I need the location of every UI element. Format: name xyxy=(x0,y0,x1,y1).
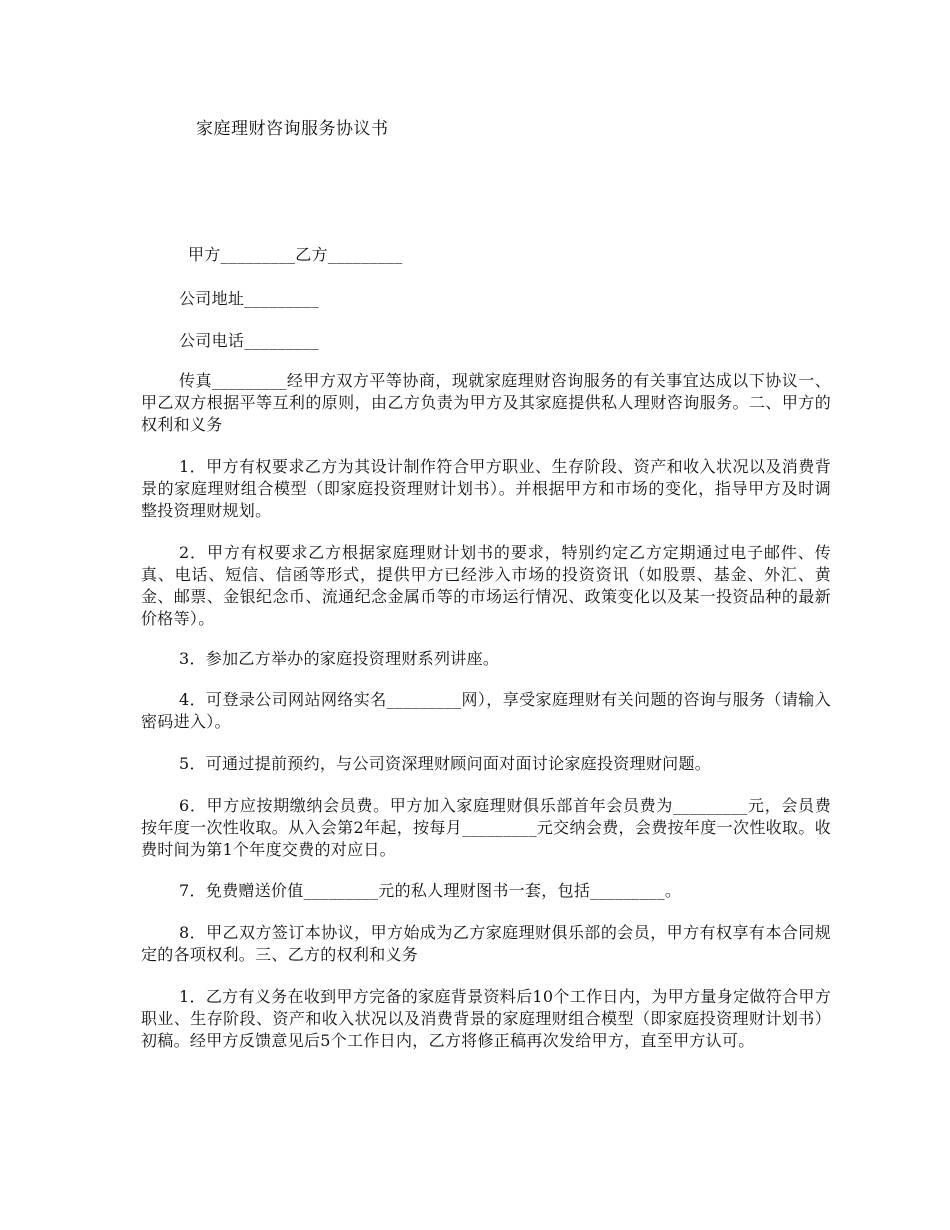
paragraph-clause-a2: 2．甲方有权要求乙方根据家庭理财计划书的要求，特别约定乙方定期通过电子邮件、传真、电话、短信、信函等形式，提供甲方已经涉入市场的投资资讯（如股票、基金、外汇、黄金、邮票、金银纪念币、流通纪念金属币等的市场运行情况、政策变化以及某一投资品种的最新价格等）。 xyxy=(141,543,831,628)
paragraph-clause-a7: 7．免费赠送价值_________元的私人理财图书一套，包括_________。 xyxy=(179,881,682,900)
paragraph-clause-a5: 5．可通过提前预约，与公司资深理财顾问面对面讨论家庭投资理财问题。 xyxy=(179,754,712,773)
company-phone-line: 公司电话_________ xyxy=(179,331,319,350)
document-title: 家庭理财咨询服务协议书 xyxy=(196,119,389,139)
paragraph-clause-a6: 6．甲方应按期缴纳会员费。甲方加入家庭理财俱乐部首年会员费为_________元，会员费按年度一次性收取。从入会第2年起，按每月_________元交纳会费，会费按年度一次性收取。收费时间为第1个年度交费的对应日。 xyxy=(141,796,831,859)
paragraph-clause-a3: 3．参加乙方举办的家庭投资理财系列讲座。 xyxy=(179,649,500,668)
paragraph-clause-a1: 1．甲方有权要求乙方为其设计制作符合甲方职业、生存阶段、资产和收入状况以及消费背景的家庭理财组合模型（即家庭投资理财计划书）。并根据甲方和市场的变化，指导甲方及时调整投资理财规划。 xyxy=(141,457,831,520)
paragraph-clause-a4: 4．可登录公司网站网络实名_________网），享受家庭理财有关问题的咨询与服务（请输入密码进入）。 xyxy=(141,690,831,731)
party-line: 甲方_________乙方_________ xyxy=(188,245,403,264)
paragraph-fax-intro: 传真_________经甲方双方平等协商，现就家庭理财咨询服务的有关事宜达成以下协议一、甲乙双方根据平等互利的原则，由乙方负责为甲方及其家庭提供私人理财咨询服务。二、甲方的权利和义务 xyxy=(141,371,831,434)
paragraph-clause-a8: 8．甲乙双方签订本协议，甲方始成为乙方家庭理财俱乐部的会员，甲方有权享有本合同规定的各项权利。三、乙方的权利和义务 xyxy=(141,923,831,964)
company-address-line: 公司地址_________ xyxy=(179,289,319,308)
paragraph-clause-b1: 1．乙方有义务在收到甲方完备的家庭背景资料后10个工作日内，为甲方量身定做符合甲方职业、生存阶段、资产和收入状况以及消费背景的家庭理财组合模型（即家庭投资理财计划书）初稿。经甲方反馈意见后5个工作日内，乙方将修正稿再次发给甲方，直至甲方认可。 xyxy=(141,987,831,1050)
